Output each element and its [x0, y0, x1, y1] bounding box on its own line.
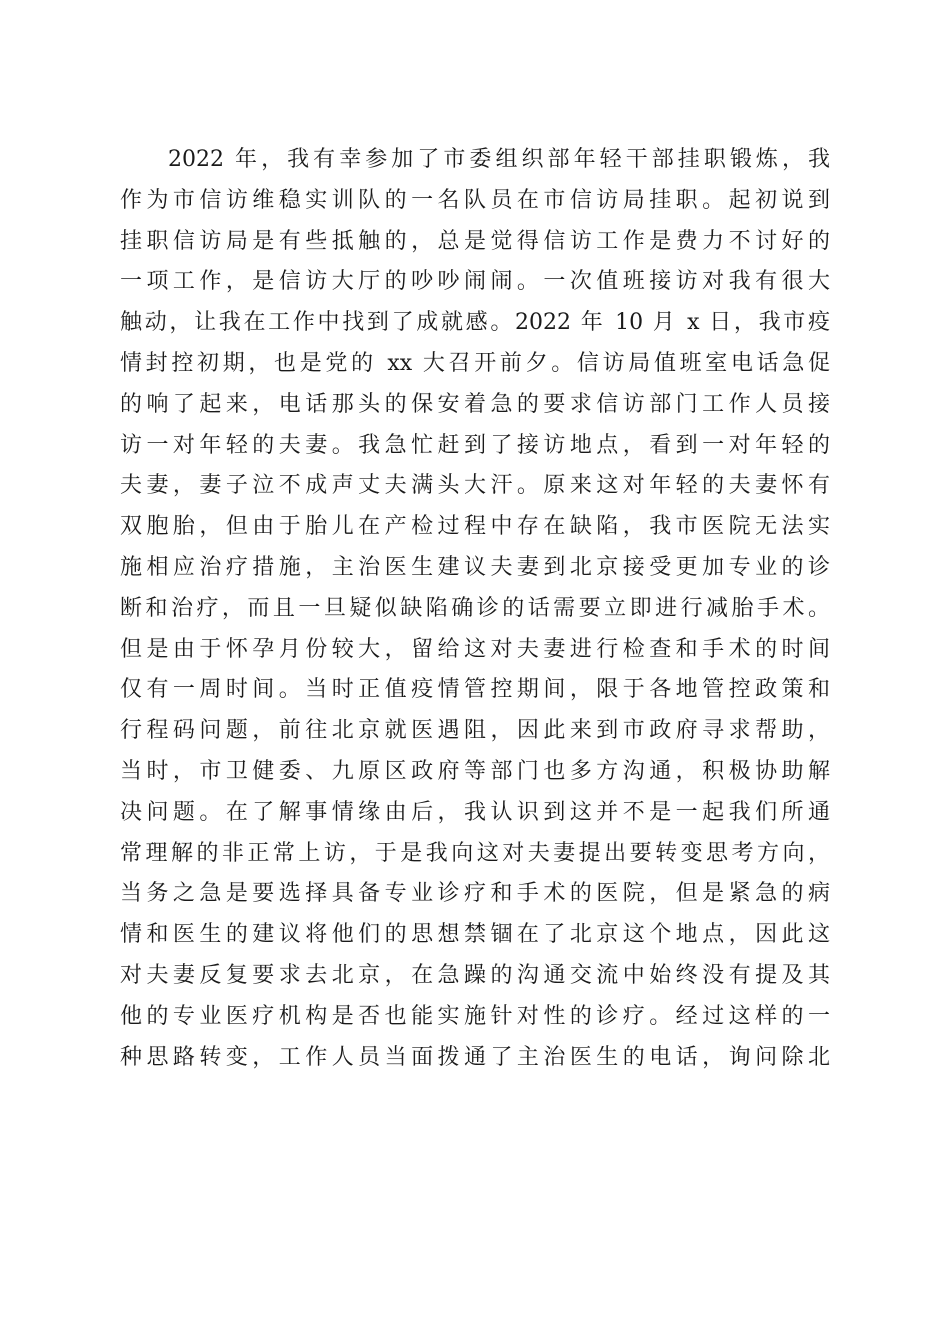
- paragraph-line: 作为市信访维稳实训队的一名队员在市信访局挂职。起初说到: [120, 187, 830, 213]
- paragraph-line: 双胞胎，但由于胎儿在产检过程中存在缺陷，我市医院无法实: [120, 514, 830, 540]
- paragraph-line: 当务之急是要选择具备专业诊疗和手术的医院，但是紧急的病: [120, 881, 830, 907]
- paragraph-line: 触动，让我在工作中找到了成就感。2022 年 10 月 x 日，我市疫: [120, 310, 830, 336]
- paragraph-line: 一项工作，是信访大厅的吵吵闹闹。一次值班接访对我有很大: [120, 269, 830, 295]
- paragraph-line: 对夫妻反复要求去北京，在急躁的沟通交流中始终没有提及其: [120, 962, 830, 988]
- paragraph-line: 访一对年轻的夫妻。我急忙赶到了接访地点，看到一对年轻的: [120, 432, 830, 458]
- paragraph-line: 夫妻，妻子泣不成声丈夫满头大汗。原来这对年轻的夫妻怀有: [120, 473, 830, 499]
- body-paragraph: [120, 140, 830, 1078]
- paragraph-line: 施相应治疗措施，主治医生建议夫妻到北京接受更加专业的诊: [120, 554, 830, 580]
- paragraph-line: 但是由于怀孕月份较大，留给这对夫妻进行检查和手术的时间: [120, 636, 830, 662]
- paragraph-line: 决问题。在了解事情缘由后，我认识到这并不是一起我们所通: [120, 799, 830, 825]
- paragraph-line: 断和治疗，而且一旦疑似缺陷确诊的话需要立即进行减胎手术。: [120, 595, 830, 621]
- paragraph-line: 2022 年，我有幸参加了市委组织部年轻干部挂职锻炼，我: [168, 147, 830, 172]
- paragraph-line: 仅有一周时间。当时正值疫情管控期间，限于各地管控政策和: [120, 677, 830, 703]
- paragraph-line: 情和医生的建议将他们的思想禁锢在了北京这个地点，因此这: [120, 922, 830, 948]
- paragraph-line: 他的专业医疗机构是否也能实施针对性的诊疗。经过这样的一: [120, 1003, 830, 1029]
- paragraph-line: 的响了起来，电话那头的保安着急的要求信访部门工作人员接: [120, 391, 830, 417]
- paragraph-line: 挂职信访局是有些抵触的，总是觉得信访工作是费力不讨好的: [120, 228, 830, 254]
- paragraph-line: 当时，市卫健委、九原区政府等部门也多方沟通，积极协助解: [120, 758, 830, 784]
- paragraph-line: 情封控初期，也是党的 xx 大召开前夕。信访局值班室电话急促: [120, 350, 830, 376]
- paragraph-line: 常理解的非正常上访，于是我向这对夫妻提出要转变思考方向，: [120, 840, 830, 866]
- paragraph-line: 行程码问题，前往北京就医遇阻，因此来到市政府寻求帮助，: [120, 718, 830, 744]
- paragraph-line: 种思路转变，工作人员当面拨通了主治医生的电话，询问除北: [120, 1044, 830, 1070]
